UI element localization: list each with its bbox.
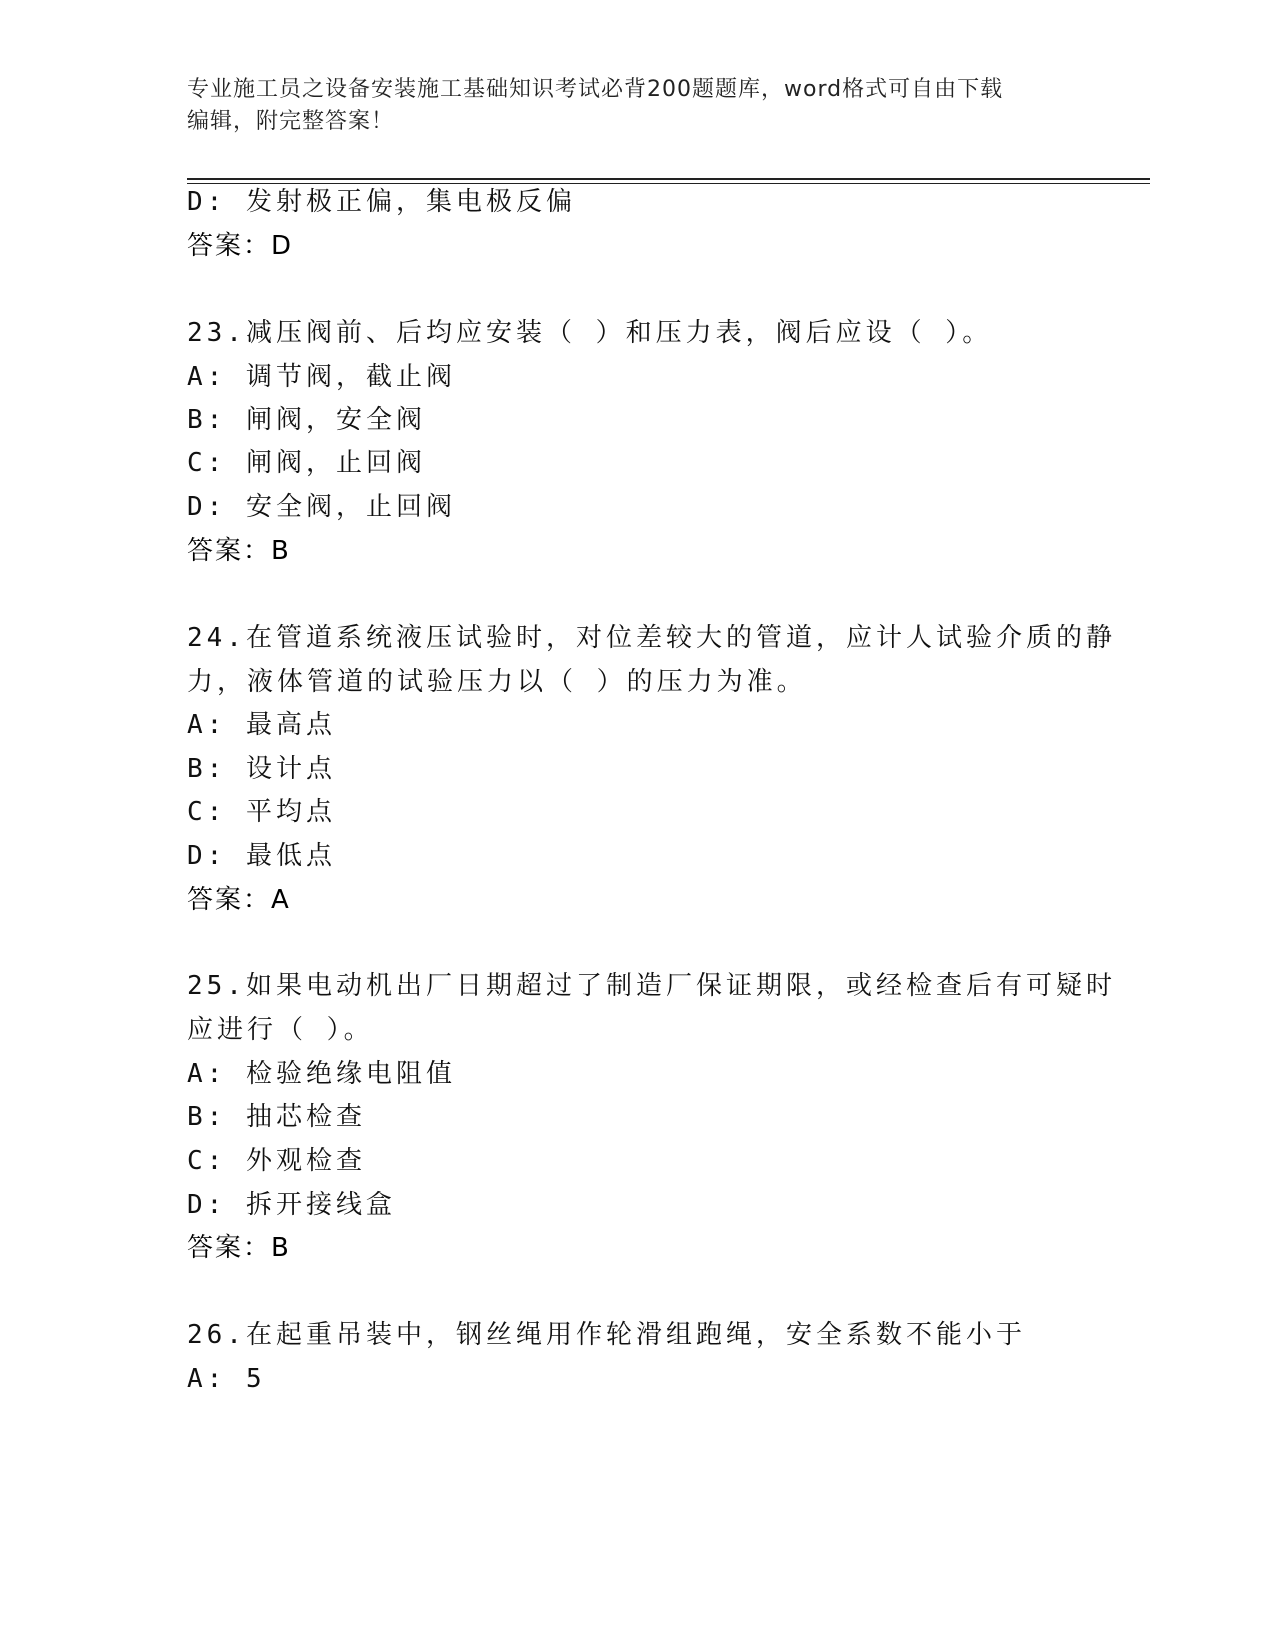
question-23-stem: 23.减压阀前、后均应安装（ ）和压力表，阀后应设（ ）。 [187,318,993,348]
question-25-option-b: B: 抽芯检查 [187,1102,366,1132]
question-24-option-b: B: 设计点 [187,754,336,784]
question-24-answer: 答案：A [187,885,291,915]
answer-prev: 答案：D [187,231,294,261]
question-24-option-a: A: 最高点 [187,710,336,740]
question-24-option-c: C: 平均点 [187,797,336,827]
header-title-line-2: 编辑，附完整答案！ [187,109,395,134]
option-d-prev: D: 发射极正偏，集电极反偏 [187,187,576,217]
question-25-stem-line-1: 25.如果电动机出厂日期超过了制造厂保证期限，或经检查后有可疑时 [187,971,1116,1001]
question-25-option-c: C: 外观检查 [187,1146,366,1176]
question-26-stem: 26.在起重吊装中，钢丝绳用作轮滑组跑绳，安全系数不能小于 [187,1320,1026,1350]
header-divider-thin [187,183,1150,184]
question-24-stem-line-2: 力，液体管道的试验压力以（ ）的压力为准。 [187,667,807,697]
question-23-option-a: A: 调节阀，截止阀 [187,362,456,392]
question-23-answer: 答案：B [187,536,291,566]
question-25-option-d: D: 拆开接线盒 [187,1190,396,1220]
question-24-option-d: D: 最低点 [187,841,336,871]
header-title-line-1: 专业施工员之设备安装施工基础知识考试必背200题题库，word格式可自由下载 [187,77,1004,102]
question-24-stem-line-1: 24.在管道系统液压试验时，对位差较大的管道，应计人试验介质的静 [187,623,1116,653]
question-23-option-c: C: 闸阀，止回阀 [187,448,426,478]
question-25-option-a: A: 检验绝缘电阻值 [187,1059,456,1089]
header-divider-thick [187,178,1150,180]
question-25-stem-line-2: 应进行（ ）。 [187,1015,374,1045]
question-23-option-d: D: 安全阀，止回阀 [187,492,456,522]
question-23-option-b: B: 闸阀，安全阀 [187,405,426,435]
question-25-answer: 答案：B [187,1233,291,1263]
document-header [187,74,1067,138]
question-26-option-a: A: 5 [187,1364,266,1394]
